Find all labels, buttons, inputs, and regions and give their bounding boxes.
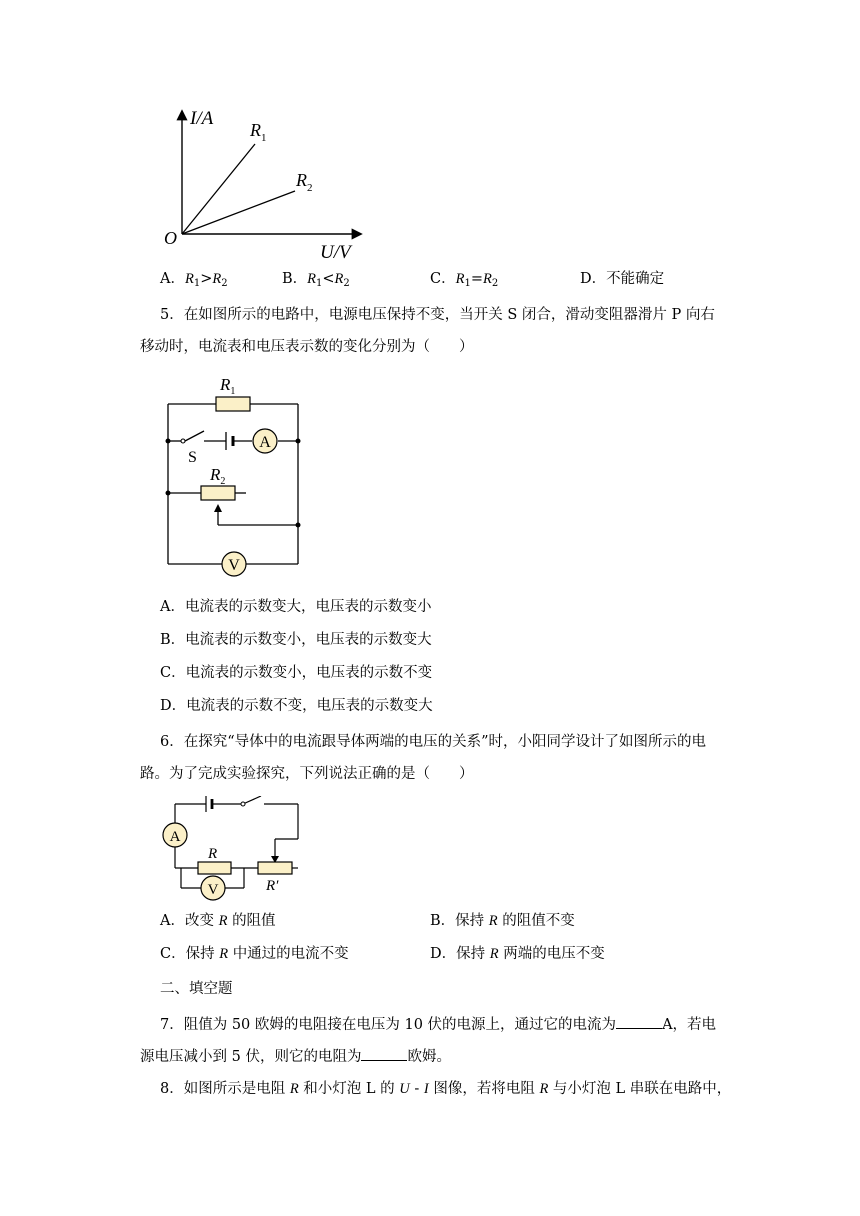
q6-stem-line1: 6．在探究“导体中的电流跟导体两端的电压的关系”时，小阳同学设计了如图所示的电 (160, 734, 707, 750)
q7-line1: 7．阻值为 50 欧姆的电阻接在电压为 10 伏的电源上，通过它的电流为 A，若电 (160, 1017, 717, 1033)
q6-circuit-figure (158, 796, 308, 904)
q6-option-c[interactable]: C．保持 R 中通过的电流不变 (160, 946, 349, 962)
q5-option-b[interactable]: B．电流表的示数变小，电压表的示数变大 (160, 632, 432, 648)
x-axis-label: U/V (320, 242, 351, 262)
r1-label: $R_1$ (220, 375, 236, 397)
q7-blank-1[interactable] (616, 1016, 662, 1029)
q5-stem-line1: 5．在如图所示的电路中，电源电压保持不变，当开关 S 闭合，滑动变阻器滑片 P 向右 (160, 307, 715, 323)
q5-option-a[interactable]: A．电流表的示数变大，电压表的示数变小 (160, 599, 432, 615)
q6-option-a[interactable]: A．改变 R 的阻值 (160, 913, 276, 929)
rheostat (258, 862, 292, 874)
resistor-label: R (208, 846, 218, 862)
y-axis-label: I/A (190, 108, 214, 129)
r2-label: $R_2$ (210, 465, 226, 487)
q4-option-c[interactable]: C．$R_1=R_2$ (430, 271, 499, 289)
q4-option-a[interactable]: A．$R_1>R_2$ (160, 271, 228, 289)
origin-label: O (164, 228, 177, 248)
q6-stem-line2: 路。为了完成实验探究，下列说法正确的是（ ） (140, 766, 474, 782)
r1-label: $R_1$ (250, 120, 267, 144)
svg-text:V: V (207, 882, 219, 898)
section-heading-fill-in: 二、填空题 (160, 981, 233, 997)
q5-option-c[interactable]: C．电流表的示数变小，电压表的示数不变 (160, 665, 433, 681)
q6-option-d[interactable]: D．保持 R 两端的电压不变 (430, 946, 605, 962)
q4-option-b[interactable]: B．$R_1<R_2$ (282, 271, 350, 289)
q5-stem-line2: 移动时，电流表和电压表示数的变化分别为（ ） (140, 339, 474, 355)
iv-graph-figure (160, 104, 375, 262)
r1-resistor (216, 397, 250, 411)
svg-text:V: V (228, 557, 240, 574)
q6-option-b[interactable]: B．保持 R 的阻值不变 (430, 913, 575, 929)
q7-blank-2[interactable] (361, 1048, 407, 1061)
q8-line1: 8．如图所示是电阻 R 和小灯泡 L 的 U - I 图像，若将电阻 R 与小灯泡 L 串联在电路中， (160, 1081, 732, 1097)
resistor-r (198, 862, 231, 874)
q7-line2: 源电压减小到 5 伏，则它的电阻为 欧姆。 (140, 1049, 451, 1065)
switch-label: S (188, 449, 197, 466)
q5-option-d[interactable]: D．电流表的示数不变，电压表的示数变大 (160, 698, 433, 714)
r2-rheostat (201, 486, 235, 500)
svg-text:A: A (169, 829, 181, 845)
svg-text:A: A (259, 434, 271, 451)
r2-label: $R_2$ (296, 170, 313, 194)
q5-circuit-figure (158, 372, 308, 582)
rheostat-label: R′ (266, 878, 279, 894)
q4-option-d[interactable]: D．不能确定 (580, 271, 665, 287)
